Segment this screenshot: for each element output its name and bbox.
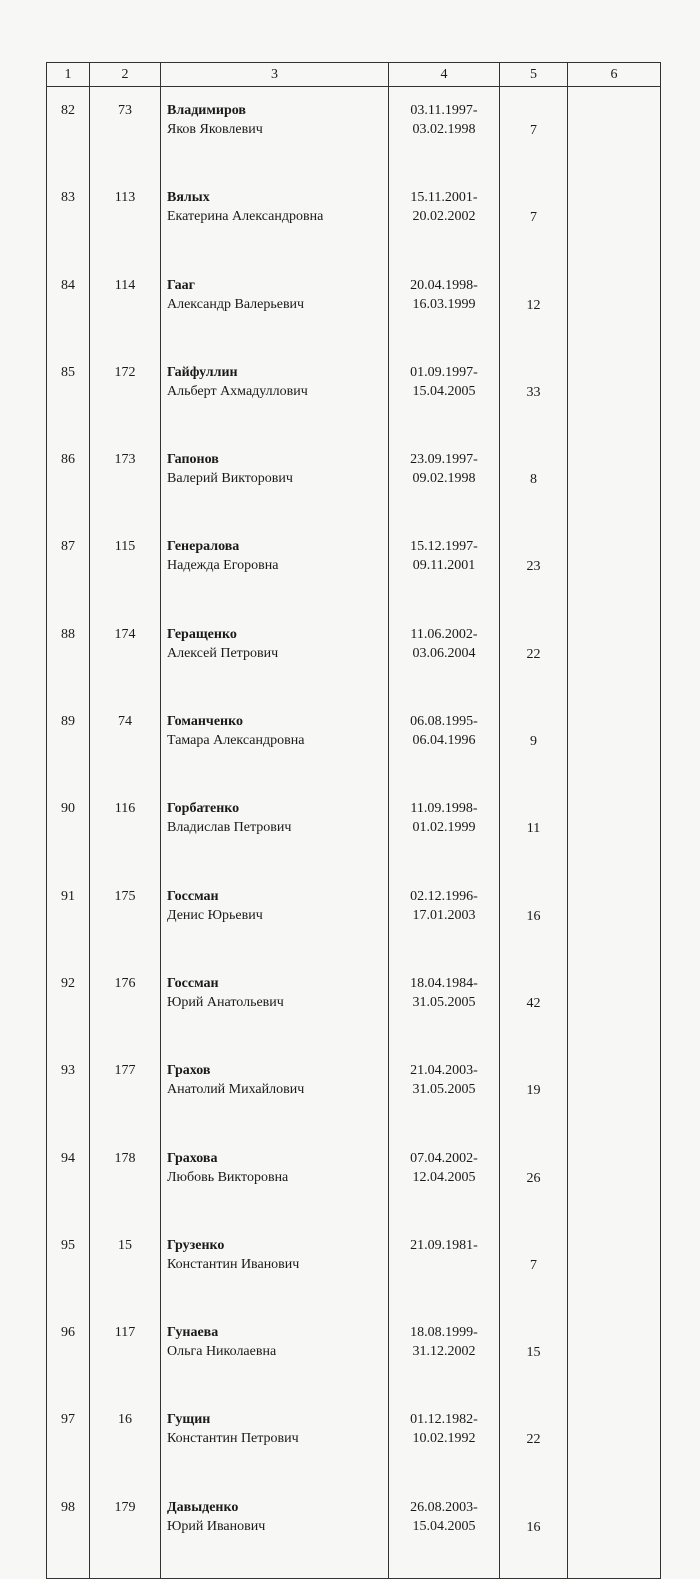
- row-number: 87: [61, 539, 75, 555]
- cell-years: [500, 1484, 568, 1579]
- cell-name: [161, 1222, 389, 1309]
- cell-name: [161, 174, 389, 261]
- date-to: 31.12.2002: [412, 1344, 476, 1360]
- cell-id: [90, 873, 161, 960]
- table-row: [47, 1309, 661, 1396]
- cell-number: [47, 349, 90, 436]
- cell-period: [389, 698, 500, 785]
- table-row: [47, 1047, 661, 1134]
- cell-years: [500, 1396, 568, 1483]
- record-id: 74: [118, 714, 132, 730]
- given-names: Екатерина Александровна: [167, 209, 324, 225]
- table-row: [47, 873, 661, 960]
- column-header-5: 5: [500, 63, 568, 87]
- cell-id: [90, 174, 161, 261]
- surname: Владимиров: [167, 103, 246, 118]
- row-number: 96: [61, 1325, 75, 1341]
- date-from: 20.04.1998-: [410, 277, 478, 293]
- record-id: 115: [114, 539, 136, 555]
- cell-id: [90, 960, 161, 1047]
- cell-years: [500, 262, 568, 349]
- surname: Давыденко: [167, 1499, 239, 1515]
- cell-name: [161, 262, 389, 349]
- given-names: Юрий Иванович: [167, 1518, 266, 1534]
- record-id: 174: [114, 626, 136, 642]
- date-from: 21.04.2003-: [410, 1063, 478, 1079]
- cell-name: [161, 785, 389, 872]
- cell-id: [90, 1484, 161, 1579]
- surname: Гунаева: [167, 1325, 219, 1341]
- cell-years: [500, 523, 568, 610]
- cell-number: [47, 174, 90, 261]
- date-to: 20.02.2002: [412, 209, 476, 225]
- cell-note: [568, 785, 661, 872]
- cell-id: [90, 611, 161, 698]
- row-number: 95: [61, 1237, 75, 1253]
- date-to: 16.03.1999: [412, 296, 476, 312]
- date-to: 10.02.1992: [412, 1431, 476, 1447]
- date-from: 18.08.1999-: [410, 1325, 478, 1341]
- cell-years: [500, 1047, 568, 1134]
- cell-period: [389, 1484, 500, 1579]
- cell-period: [389, 349, 500, 436]
- cell-name: [161, 1484, 389, 1579]
- record-id: 176: [114, 975, 136, 991]
- cell-id: [90, 349, 161, 436]
- given-names: Тамара Александровна: [167, 733, 305, 749]
- surname: Генералова: [167, 539, 240, 555]
- cell-period: [389, 523, 500, 610]
- cell-id: [90, 785, 161, 872]
- cell-period: [389, 174, 500, 261]
- table-row: [47, 174, 661, 261]
- table-row: [47, 611, 661, 698]
- years-value: 42: [526, 995, 541, 1011]
- cell-note: [568, 1047, 661, 1134]
- table-row: [47, 1396, 661, 1483]
- cell-period: [389, 1396, 500, 1483]
- surname: Госсман: [167, 888, 219, 904]
- surname: Вялых: [167, 190, 210, 206]
- row-number: 82: [61, 103, 75, 118]
- cell-name: [161, 349, 389, 436]
- given-names: Ольга Николаевна: [167, 1344, 277, 1360]
- cell-number: [47, 262, 90, 349]
- cell-note: [568, 1135, 661, 1222]
- record-id: 116: [114, 801, 136, 817]
- cell-name: [161, 1396, 389, 1483]
- cell-note: [568, 1222, 661, 1309]
- date-to: 31.05.2005: [412, 994, 476, 1010]
- given-names: Альберт Ахмадуллович: [167, 383, 308, 399]
- table-row: [47, 698, 661, 785]
- table-row: [47, 87, 661, 175]
- cell-period: [389, 87, 500, 175]
- cell-note: [568, 523, 661, 610]
- record-id: 178: [114, 1150, 136, 1166]
- years-value: 8: [530, 472, 537, 488]
- given-names: Любовь Викторовна: [167, 1169, 289, 1185]
- cell-number: [47, 1484, 90, 1579]
- cell-period: [389, 873, 500, 960]
- cell-period: [389, 1309, 500, 1396]
- cell-number: [47, 698, 90, 785]
- cell-name: [161, 698, 389, 785]
- date-from: 26.08.2003-: [410, 1499, 478, 1515]
- cell-years: [500, 1222, 568, 1309]
- cell-number: [47, 960, 90, 1047]
- cell-id: [90, 523, 161, 610]
- table-row: [47, 436, 661, 523]
- column-header-6: 6: [568, 63, 661, 87]
- record-id: 113: [114, 190, 136, 206]
- years-value: 22: [526, 646, 541, 662]
- years-value: 12: [526, 297, 541, 313]
- surname: Гоманченко: [167, 714, 243, 730]
- cell-name: [161, 611, 389, 698]
- date-from: 11.06.2002-: [410, 626, 478, 642]
- row-number: 83: [61, 190, 75, 206]
- cell-name: [161, 1047, 389, 1134]
- years-value: 7: [530, 1257, 537, 1273]
- years-value: 7: [530, 210, 537, 226]
- given-names: Анатолий Михайлович: [167, 1082, 305, 1098]
- cell-note: [568, 698, 661, 785]
- date-to: 03.02.1998: [412, 122, 476, 137]
- record-id: 73: [118, 103, 132, 118]
- date-to: 09.11.2001: [412, 558, 476, 574]
- cell-note: [568, 349, 661, 436]
- row-number: 97: [61, 1412, 75, 1428]
- cell-number: [47, 873, 90, 960]
- cell-years: [500, 349, 568, 436]
- cell-years: [500, 698, 568, 785]
- years-value: 15: [526, 1345, 541, 1361]
- surname: Гайфуллин: [167, 364, 238, 380]
- row-number: 94: [61, 1150, 75, 1166]
- register-table: [46, 62, 661, 1579]
- record-id: 179: [114, 1499, 136, 1515]
- row-number: 91: [61, 888, 75, 904]
- record-id: 114: [114, 277, 136, 293]
- date-from: 01.09.1997-: [410, 364, 478, 380]
- cell-name: [161, 1309, 389, 1396]
- date-from: 11.09.1998-: [410, 801, 478, 817]
- date-from: 02.12.1996-: [410, 888, 478, 904]
- years-value: 9: [530, 734, 537, 750]
- column-header-4: 4: [389, 63, 500, 87]
- date-from: 06.08.1995-: [410, 714, 478, 730]
- table-row: [47, 349, 661, 436]
- row-number: 89: [61, 714, 75, 730]
- record-id: 117: [114, 1325, 136, 1341]
- cell-note: [568, 436, 661, 523]
- record-id: 177: [114, 1063, 136, 1079]
- date-to: 31.05.2005: [412, 1082, 476, 1098]
- cell-number: [47, 87, 90, 175]
- date-from: 21.09.1981-: [410, 1237, 478, 1253]
- cell-years: [500, 174, 568, 261]
- cell-period: [389, 960, 500, 1047]
- cell-id: [90, 1222, 161, 1309]
- cell-number: [47, 1396, 90, 1483]
- cell-id: [90, 1047, 161, 1134]
- given-names: Яков Яковлевич: [167, 122, 263, 137]
- row-number: 86: [61, 452, 75, 468]
- row-number: 88: [61, 626, 75, 642]
- years-value: 33: [526, 384, 541, 400]
- date-to: 15.04.2005: [412, 1518, 476, 1534]
- surname: Горбатенко: [167, 801, 240, 817]
- date-to: 01.02.1999: [412, 820, 476, 836]
- years-value: 11: [526, 821, 541, 837]
- cell-years: [500, 87, 568, 175]
- cell-id: [90, 1135, 161, 1222]
- given-names: Александр Валерьевич: [167, 296, 305, 312]
- cell-number: [47, 523, 90, 610]
- date-from: 03.11.1997-: [410, 103, 478, 118]
- cell-id: [90, 1396, 161, 1483]
- surname: Грузенко: [167, 1237, 225, 1253]
- cell-id: [90, 436, 161, 523]
- date-from: 01.12.1982-: [410, 1412, 478, 1428]
- date-to: 03.06.2004: [412, 645, 476, 661]
- row-number: 92: [61, 975, 75, 991]
- cell-period: [389, 785, 500, 872]
- row-number: 90: [61, 801, 75, 817]
- table-row: [47, 960, 661, 1047]
- cell-period: [389, 611, 500, 698]
- table-row: [47, 785, 661, 872]
- years-value: 16: [526, 908, 541, 924]
- cell-years: [500, 785, 568, 872]
- table-row: [47, 1222, 661, 1309]
- cell-name: [161, 523, 389, 610]
- cell-number: [47, 1135, 90, 1222]
- date-from: 07.04.2002-: [410, 1150, 478, 1166]
- years-value: 19: [526, 1083, 541, 1099]
- cell-id: [90, 87, 161, 175]
- given-names: Валерий Викторович: [167, 471, 293, 487]
- cell-id: [90, 1309, 161, 1396]
- cell-name: [161, 87, 389, 175]
- cell-period: [389, 1222, 500, 1309]
- surname: Геращенко: [167, 626, 237, 642]
- cell-years: [500, 436, 568, 523]
- cell-id: [90, 698, 161, 785]
- column-header-2: 2: [90, 63, 161, 87]
- record-id: 15: [118, 1237, 132, 1253]
- table-row: [47, 523, 661, 610]
- table-row: [47, 262, 661, 349]
- date-to: 15.04.2005: [412, 383, 476, 399]
- cell-id: [90, 262, 161, 349]
- surname: Гааг: [167, 277, 196, 293]
- years-value: 16: [526, 1519, 541, 1535]
- given-names: Юрий Анатольевич: [167, 994, 284, 1010]
- surname: Гапонов: [167, 452, 219, 468]
- cell-number: [47, 785, 90, 872]
- cell-number: [47, 1222, 90, 1309]
- cell-note: [568, 87, 661, 175]
- cell-period: [389, 436, 500, 523]
- surname: Грахова: [167, 1150, 218, 1166]
- given-names: Денис Юрьевич: [167, 907, 263, 923]
- cell-number: [47, 1309, 90, 1396]
- years-value: 26: [526, 1170, 541, 1186]
- surname: Гущин: [167, 1412, 211, 1428]
- record-id: 175: [114, 888, 136, 904]
- column-header-1: 1: [47, 63, 90, 87]
- given-names: Константин Иванович: [167, 1256, 300, 1272]
- date-to: 09.02.1998: [412, 471, 476, 487]
- given-names: Надежда Егоровна: [167, 558, 279, 574]
- cell-note: [568, 1396, 661, 1483]
- cell-years: [500, 611, 568, 698]
- years-value: 22: [526, 1432, 541, 1448]
- given-names: Константин Петрович: [167, 1431, 299, 1447]
- row-number: 85: [61, 364, 75, 380]
- record-id: 173: [114, 452, 136, 468]
- cell-note: [568, 1484, 661, 1579]
- cell-number: [47, 1047, 90, 1134]
- cell-years: [500, 960, 568, 1047]
- cell-years: [500, 1135, 568, 1222]
- cell-period: [389, 1135, 500, 1222]
- years-value: 7: [530, 123, 537, 138]
- cell-note: [568, 873, 661, 960]
- surname: Госсман: [167, 975, 219, 991]
- cell-period: [389, 262, 500, 349]
- date-to: 17.01.2003: [412, 907, 476, 923]
- given-names: Алексей Петрович: [167, 645, 279, 661]
- cell-note: [568, 262, 661, 349]
- years-value: 23: [526, 559, 541, 575]
- cell-number: [47, 611, 90, 698]
- cell-name: [161, 436, 389, 523]
- cell-note: [568, 960, 661, 1047]
- given-names: Владислав Петрович: [167, 820, 292, 836]
- cell-years: [500, 873, 568, 960]
- cell-name: [161, 1135, 389, 1222]
- cell-note: [568, 611, 661, 698]
- record-id: 172: [114, 364, 136, 380]
- cell-years: [500, 1309, 568, 1396]
- date-to: 06.04.1996: [412, 733, 476, 749]
- header-row: [47, 63, 661, 87]
- column-header-3: 3: [161, 63, 389, 87]
- date-from: 15.12.1997-: [410, 539, 478, 555]
- date-from: 23.09.1997-: [410, 452, 478, 468]
- row-number: 84: [61, 277, 75, 293]
- date-from: 15.11.2001-: [410, 190, 478, 206]
- table-row: [47, 1135, 661, 1222]
- cell-number: [47, 436, 90, 523]
- date-from: 18.04.1984-: [410, 975, 478, 991]
- cell-period: [389, 1047, 500, 1134]
- cell-note: [568, 1309, 661, 1396]
- record-id: 16: [118, 1412, 132, 1428]
- table-row: [47, 1484, 661, 1579]
- row-number: 98: [61, 1499, 75, 1515]
- date-to: 12.04.2005: [412, 1169, 476, 1185]
- row-number: 93: [61, 1063, 75, 1079]
- cell-name: [161, 873, 389, 960]
- surname: Грахов: [167, 1063, 211, 1079]
- cell-name: [161, 960, 389, 1047]
- cell-note: [568, 174, 661, 261]
